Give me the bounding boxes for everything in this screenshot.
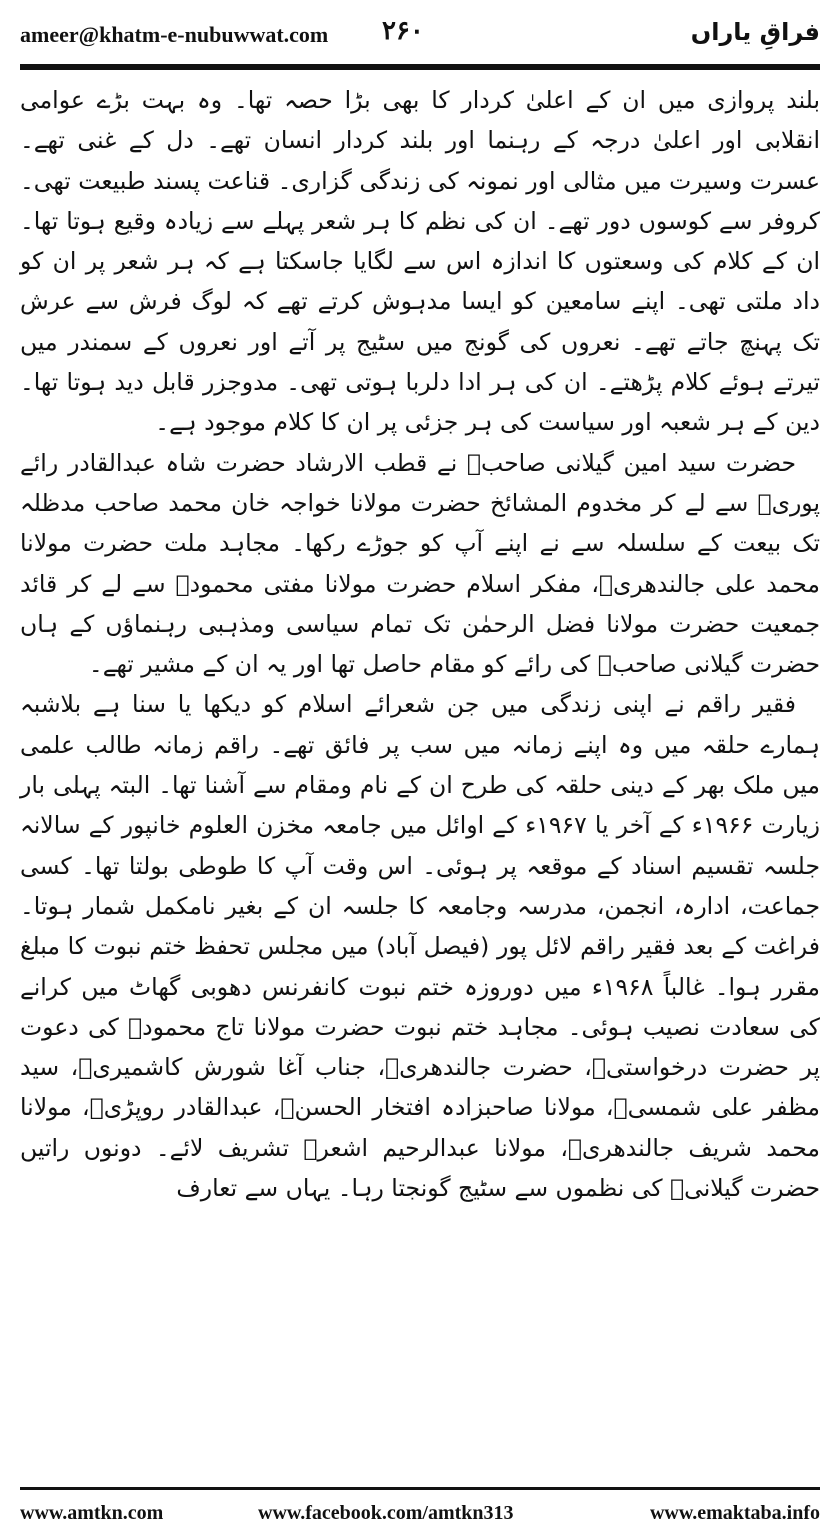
page-header [20, 14, 820, 64]
page-footer [20, 1502, 820, 1532]
footer-rule [20, 1487, 820, 1490]
paragraph-3: فقیر راقم نے اپنی زندگی میں جن شعرائے اسلام کو دیکھا یا سنا ہے بلاشبہ ہمارے حلقہ میں وہ اپنے زمانہ میں سب پر فائق تھے۔ راقم زمانہ طالب علمی میں ملک بھر کے دینی حلقہ کی طرح ان کے نام ومقام سے آشنا تھا۔ البتہ پہلی بار زیارت ۱۹۶۶ء کے آخر یا ۱۹۶۷ء کے اوائل میں جامعہ مخزن العلوم خانپور کے سالانہ جلسہ تقسیم اسناد کے موقعہ پر ہوئی۔ اس وقت آپ کا طوطی بولتا تھا۔ کسی جماعت، ادارہ، انجمن، مدرسہ وجامعہ کا جلسہ ان کے بغیر نامکمل شمار ہوتا۔ فراغت کے بعد فقیر راقم لائل پور (فیصل آباد) میں مجلس تحفظ ختم نبوت کا مبلغ مقرر ہوا۔ غالباً ۱۹۶۸ء میں دوروزہ ختم نبوت کانفرنس دھوبی گھاٹ میں کرانے کی سعادت نصیب ہوئی۔ مجاہد ختم نبوت حضرت مولانا تاج محمودؒ کی دعوت پر حضرت درخواستیؒ، حضرت جالندھریؒ، جناب آغا شورش کاشمیریؒ، سید مظفر علی شمسیؒ، مولانا صاحبزادہ افتخار الحسنؒ، عبدالقادر روپڑیؒ، مولانا محمد شریف جالندھریؒ، مولانا عبدالرحیم اشعرؒ تشریف لائے۔ دونوں راتیں حضرت گیلانیؒ کی نظموں سے سٹیج گونجتا رہا۔ یہاں سے تعارف [20, 690, 820, 1203]
paragraph-2: حضرت سید امین گیلانی صاحبؒ نے قطب الارشاد حضرت شاہ عبدالقادر رائے پوریؒ سے لے کر مخدوم المشائخ حضرت مولانا خواجہ خان محمد صاحب مدظلہ تک بیعت کے سلسلہ سے نے اپنے آپ کو جوڑے رکھا۔ مجاہد ملت حضرت مولانا محمد علی جالندھریؒ، مفکر اسلام حضرت مولانا مفتی محمودؒ سے لے کر قائد جمعیت حضرت مولانا فضل الرحمٰن تک تمام سیاسی ومذہبی رہنماؤں کے ہاں حضرت گیلانی صاحبؒ کی رائے کو مقام حاصل تھا اور یہ ان کے مشیر تھے۔ [20, 448, 820, 679]
header-email: ameer@khatm-e-nubuwwat.com [20, 22, 329, 47]
footer-link-emaktaba[interactable]: www.emaktaba.info [649, 1502, 820, 1524]
paragraph-1: بلند پروازی میں ان کے اعلیٰ کردار کا بھی بڑا حصہ تھا۔ وہ بہت بڑے عوامی انقلابی اور اعلیٰ درجہ کے رہنما اور بلند کردار انسان تھے۔ دل کے غنی تھے۔ عسرت وسیرت میں مثالی اور نمونہ کی زندگی گزاری۔ قناعت پسند طبیعت تھی۔ کروفر سے کوسوں دور تھے۔ ان کی نظم کا ہر شعر پہلے سے زیادہ وقیع ہوتا تھا۔ ان کے کلام کی وسعتوں کا اندازہ اس سے لگایا جاسکتا ہے کہ ہر شعر پر ان کو داد ملتی تھی۔ اپنے سامعین کو ایسا مدہوش کرتے تھے کہ لوگ فرش سے عرش تک پہنچ جاتے تھے۔ نعروں کی گونج میں سٹیج پر آتے اور نعروں کے سمندر میں تیرتے ہوئے کلام پڑھتے۔ ان کی ہر ادا دلربا ہوتی تھی۔ مدوجزر قابل دید ہوتا تھا۔ دین کے ہر شعبہ اور سیاست کی ہر جزئی پر ان کا کلام موجود ہے۔ [20, 86, 820, 437]
page-body [20, 80, 820, 1208]
page-number: ۲۶۰ [382, 16, 424, 46]
footer-link-amtkn[interactable]: www.amtkn.com [20, 1502, 164, 1524]
header-rule [20, 64, 820, 70]
footer-link-facebook[interactable]: www.facebook.com/amtkn313 [258, 1502, 514, 1524]
book-title: فراقِ یاراں [690, 18, 820, 46]
